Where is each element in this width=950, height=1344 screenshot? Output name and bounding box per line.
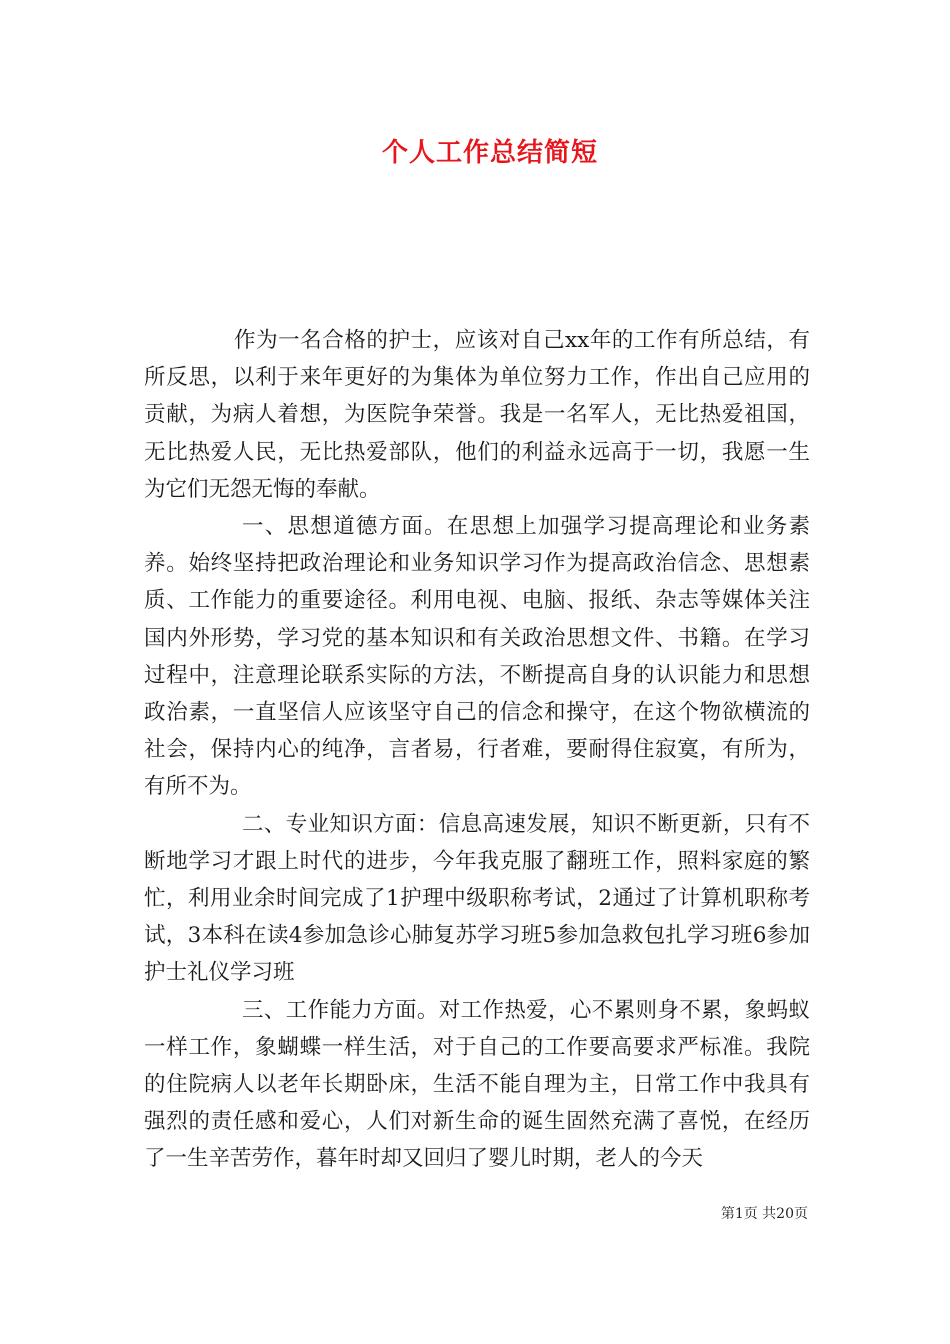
document-body: [144, 322, 810, 1178]
page-number-footer: 第1页 共20页: [720, 1206, 808, 1222]
section-paragraph-knowledge: 二、专业知识方面：信息高速发展，知识不断更新，只有不断地学习才跟上时代的进步，今年我克服了翻班工作，照料家庭的繁忙，利用业余时间完成了1护理中级职称考试，2通过了计算机职称考试，3本科在读4参加急诊心肺复苏学习班5参加急救包扎学习班6参加护士礼仪学习班: [144, 811, 810, 986]
document-title: 个人工作总结简短: [381, 138, 598, 168]
section-paragraph-ideology: 一、思想道德方面。在思想上加强学习提高理论和业务素养。始终坚持把政治理论和业务知识学习作为提高政治信念、思想素质、工作能力的重要途径。利用电视、电脑、报纸、杂志等媒体关注国内外形势，学习党的基本知识和有关政治思想文件、书籍。在学习过程中，注意理论联系实际的方法，不断提高自身的认识能力和思想政治素，一直坚信人应该坚守自己的信念和操守，在这个物欲横流的社会，保持内心的纯净，言者易，行者难，要耐得住寂寞，有所为，有所不为。: [144, 514, 810, 800]
intro-paragraph: 作为一名合格的护士，应该对自己xx年的工作有所总结，有所反思，以利于来年更好的为集体为单位努力工作，作出自己应用的贡献，为病人着想，为医院争荣誉。我是一名军人，无比热爱祖国，无比热爱人民，无比热爱部队，他们的利益永远高于一切，我愿一生为它们无怨无悔的奉献。: [144, 328, 810, 502]
section-paragraph-ability: 三、工作能力方面。对工作热爱，心不累则身不累，象蚂蚁一样工作，象蝴蝶一样生活，对于自己的工作要高要求严标准。我院的住院病人以老年长期卧床，生活不能自理为主，日常工作中我具有强烈的责任感和爱心，人们对新生命的诞生固然充满了喜悦，在经历了一生辛苦劳作，暮年时却又回归了婴儿时期，老人的今天: [144, 997, 810, 1172]
